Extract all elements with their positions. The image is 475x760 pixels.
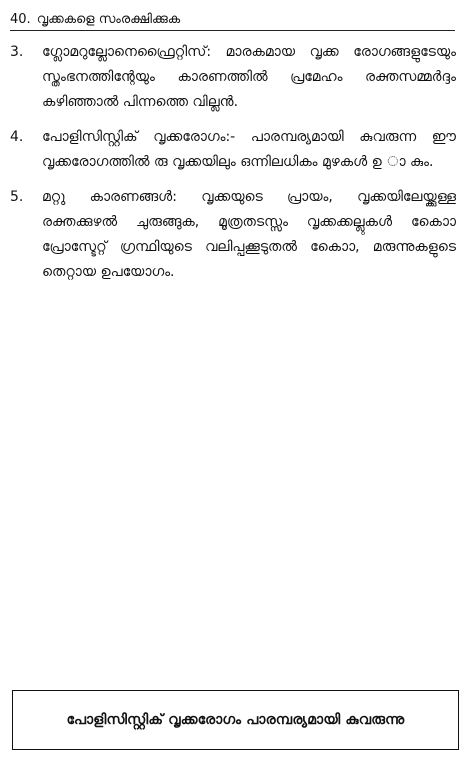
list-item xyxy=(10,40,456,115)
page-header xyxy=(10,8,455,31)
list-item-text: പോളിസിസ്റ്റിക് വൃക്കരോഗം:- പാരമ്പര്യമായി കുവരുന്ന ഈ വൃക്കരോഗത്തിൽ രു വൃക്കയിലും ഒന്നിലധികം മുഴകൾ ഉ ാ കും. xyxy=(42,129,456,170)
list-item xyxy=(10,185,456,285)
list-item-number: 5. xyxy=(10,189,24,205)
page-number: 40. xyxy=(10,11,31,27)
list-item-text: മറ്റു കാരണങ്ങൾ: വൃക്കയുടെ പ്രായം, വൃക്കയിലേയ്ക്കുള്ള രക്തക്കുഴൽ ചുരുങ്ങുക, മൂത്രതടസ്സം വൃക്കക്കല്ലുകൾ കൊോ പ്രോസ്ടേറ്റ് ഗ്രന്ഥിയുടെ വലിപ്പക്കൂടുതൽ കൊോ, മരുന്നുകളുടെ തെറ്റായ ഉപയോഗം. xyxy=(42,189,456,280)
list-item xyxy=(10,125,456,175)
chapter-title: വൃക്കകളെ സംരക്ഷിക്കുക xyxy=(36,11,181,27)
cause-list xyxy=(10,40,456,295)
list-item-number: 4. xyxy=(10,129,24,145)
callout-text: പോളിസിസ്റ്റിക് വൃക്കരോഗം പാരമ്പര്യമായി കുവരുന്നു xyxy=(66,712,405,728)
list-item-text: ഗ്ലോമറുല്ലോനെഫ്രൈറ്റിസ്: മാരകമായ വൃക്ക രോഗങ്ങളുടേയും സ്തംഭനത്തിന്റേയും കാരണത്തിൽ പ്രമേഹം രക്തസമ്മർദ്ദം കഴിഞ്ഞാൽ പിന്നത്തെ വില്ലൻ. xyxy=(42,44,456,110)
highlight-callout-box xyxy=(12,690,459,750)
list-item-number: 3. xyxy=(10,44,24,60)
